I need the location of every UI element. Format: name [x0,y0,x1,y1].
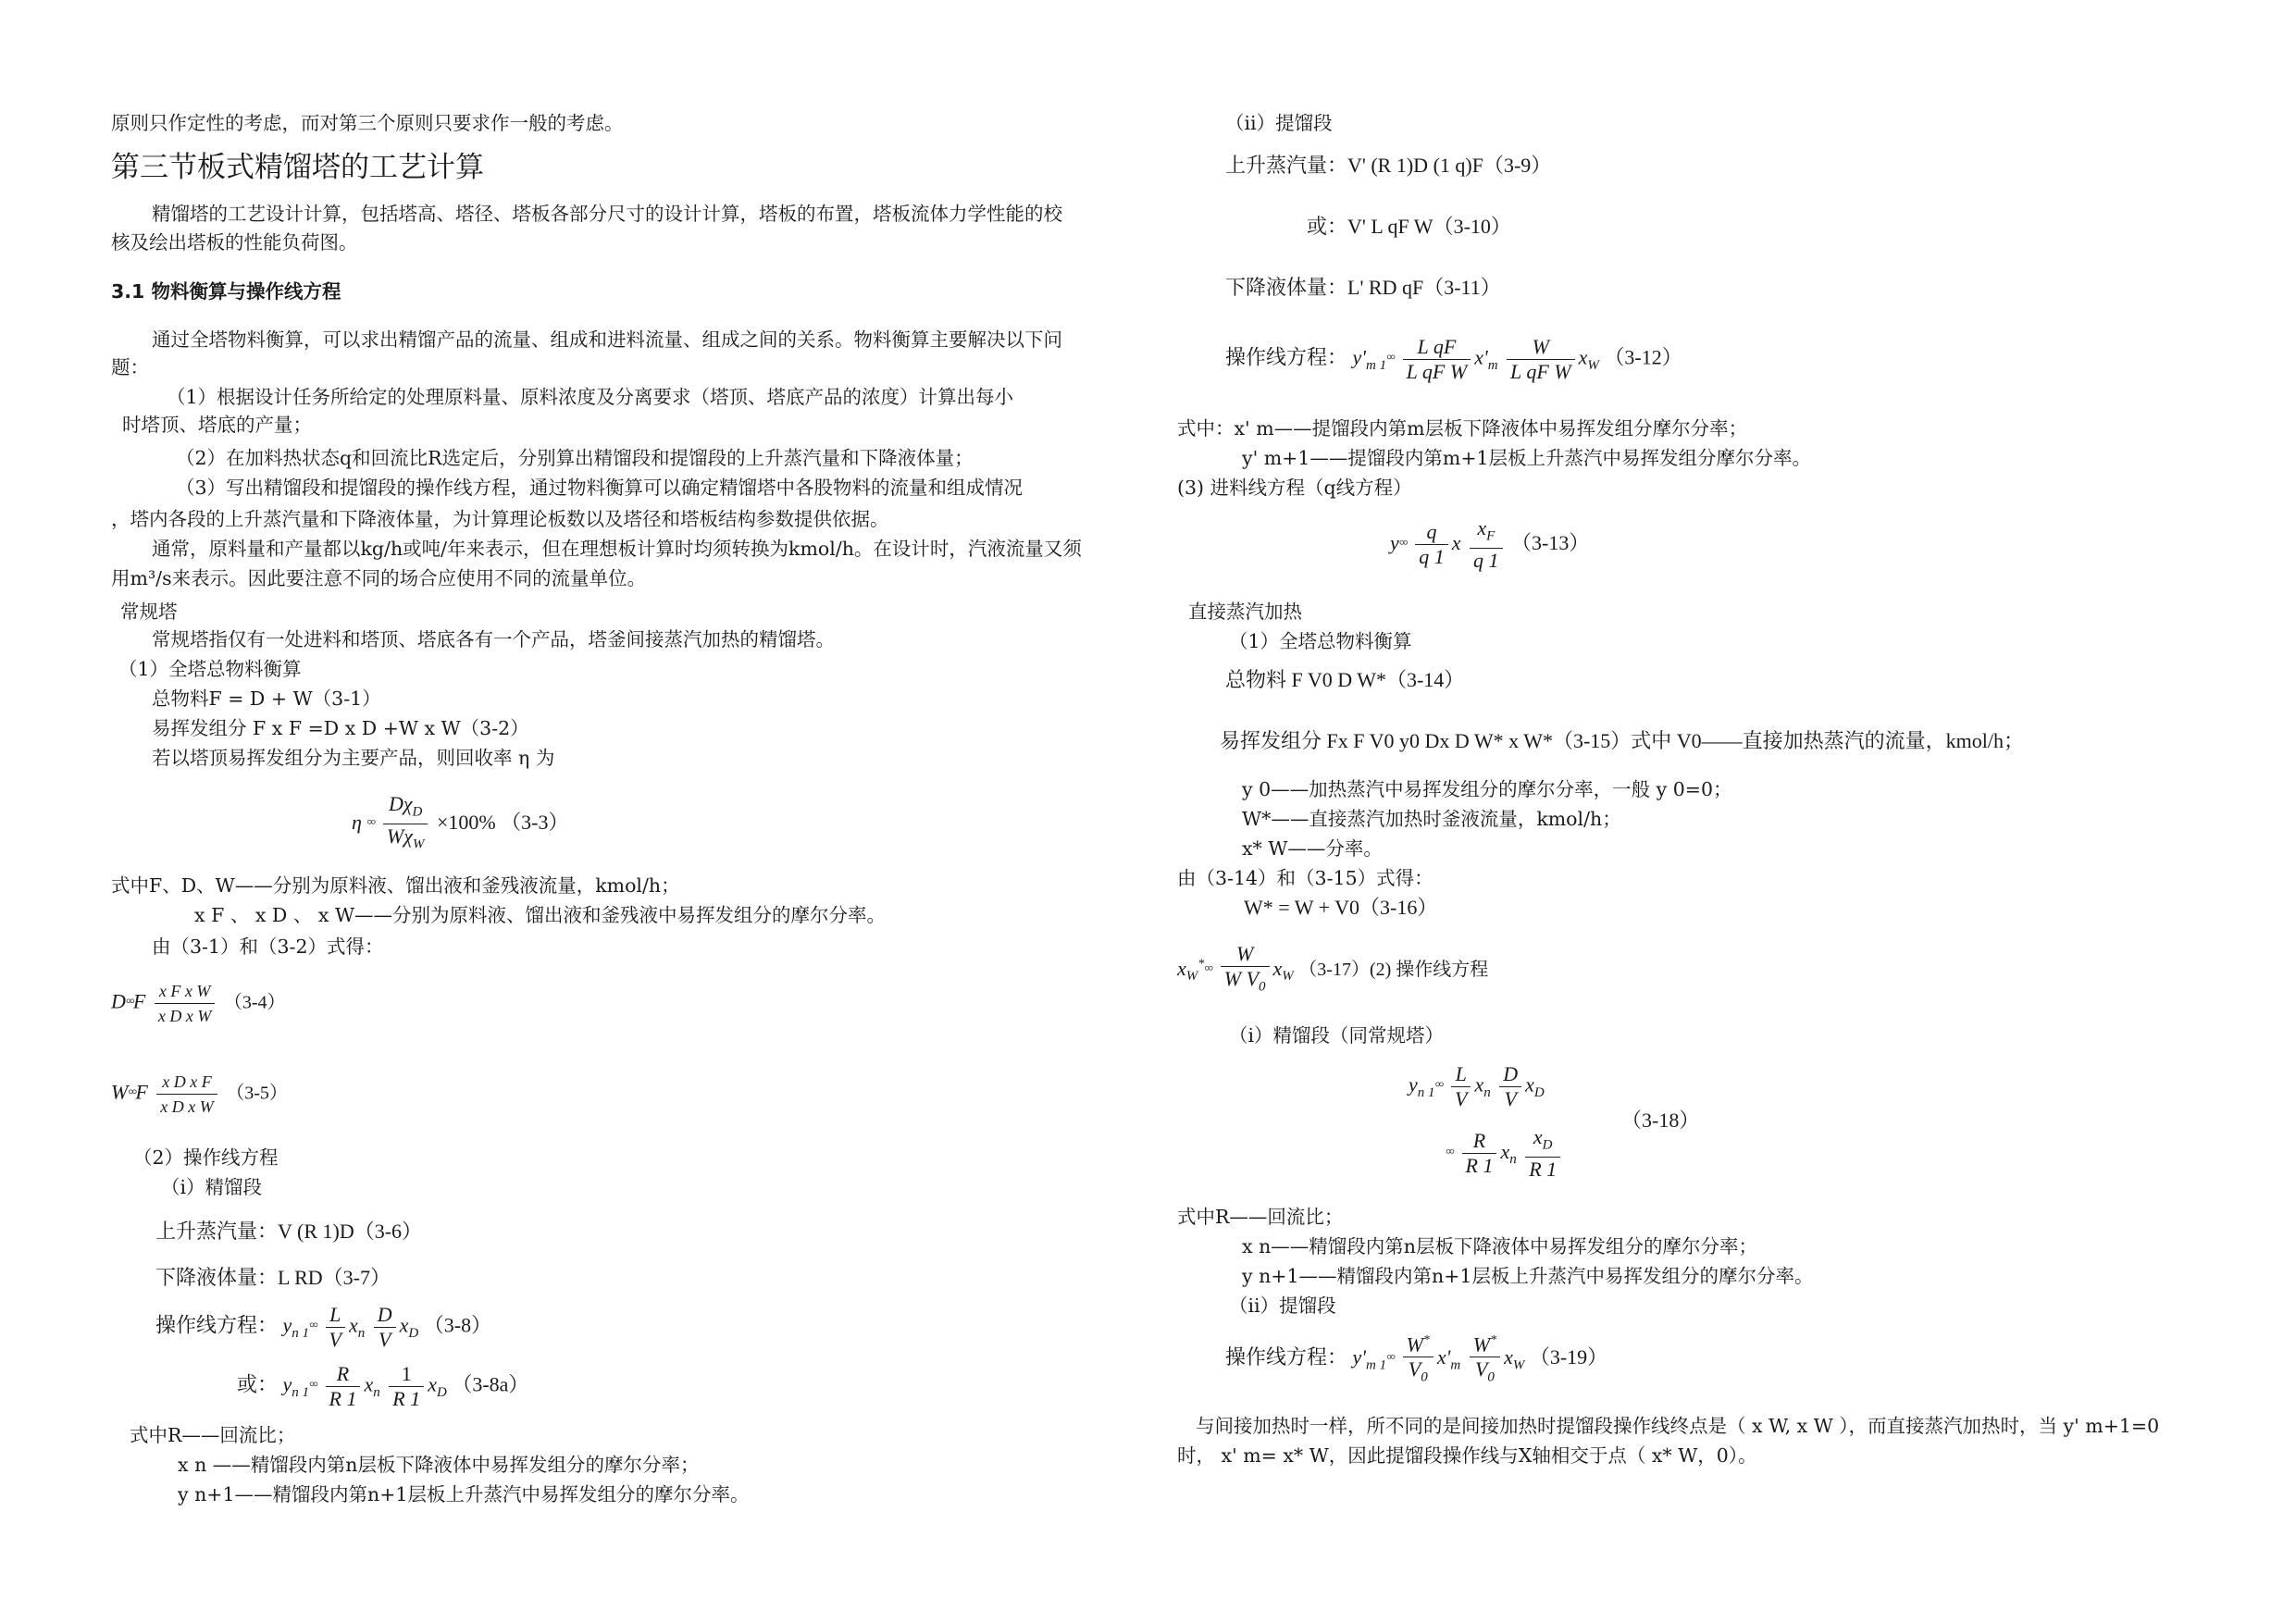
equation-3-17: $x_W^*^\circ^\circ$ $\frac{W}{W V_0}$ $x_W$ （3-17）(2) 操作线方程 [1177,942,1489,995]
eq-3-5-denominator: x D x W [160,1097,214,1116]
where-xn-2: x n——精馏段内第n层板下降液体中易挥发组分的摩尔分率； [1242,1235,1757,1258]
where-xm: 式中：x' m——提馏段内第m层板下降液体中易挥发组分摩尔分率； [1177,417,1748,440]
section-title: 第三节板式精馏塔的工艺计算 [111,151,484,184]
where-y0: y 0——加热蒸汽中易挥发组分的摩尔分率，一般 y 0=0； [1242,778,1732,800]
direct-steam-heading: 直接蒸汽加热 [1188,601,1302,623]
equation-3-9: 上升蒸汽量：V' (R 1)D (1 q)F（3-9） [1225,154,1552,177]
closing-para-1: 与间接加热时一样，所不同的是间接加热时提馏段操作线终点是（ x W, x W ），而直接蒸汽加热时，当 y' m+1=0 [1196,1415,2160,1437]
equation-3-1: 总物料F = D + W（3-1） [152,688,381,710]
recovery-text: 若以塔顶易挥发组分为主要产品，则回收率 η 为 [152,747,555,769]
derivation-text: 由（3-1）和（3-2）式得： [152,935,384,958]
list-item-2: （2）在加料热状态q和回流比R选定后，分别算出精馏段和提馏段的上升蒸汽量和下降液体量； [176,447,974,469]
eq-3-5-lhs: W [111,1080,129,1104]
para-2a: 通常，原料量和产量都以kg/h或吨/年来表示，但在理想板计算时均须转换为kmol/h。在设计时，汽液流量又须 [152,538,1082,560]
list-item-3a: （3）写出精馏段和提馏段的操作线方程，通过物料衡算可以确定精馏塔中各股物料的流量和组成情况 [176,477,1024,499]
eq-3-13-number: （3-13） [1511,530,1590,554]
step-1-heading: （1）全塔总物料衡算 [118,658,302,680]
where-xstar: x* W——分率。 [1242,837,1383,860]
equation-3-18: $y_{n 1}^\circ^\circ$ $\frac{L}{V}$ $x_n$ $\frac{D}{V}$ $x_D$ [1409,1062,1545,1110]
equation-3-15: 易挥发组分 Fx F V0 y0 Dx D W* x W*（3-15）式中 V0——直接加热蒸汽的流量，kmol/h； [1220,729,2025,752]
equation-3-12: 操作线方程： $y'_{m 1}^\circ^\circ$ $\frac{\text{L qF}}{\text{L qF W}}$ $x'_m$ $\frac{W}{\text{L qF W}}$ $x_W$ （3-12） [1225,335,1682,383]
where-xn: x n ——精馏段内第n层板下降液体中易挥发组分的摩尔分率； [178,1454,700,1476]
equation-3-3: η °° $\frac{D\chi_D}{W\chi_W}$ ×100% （3-3） [352,792,569,852]
intro-line-2: 核及绘出塔板的性能负荷图。 [111,231,358,254]
para-2b: 用m³/s来表示。因此要注意不同的场合应使用不同的流量单位。 [111,567,647,589]
equation-3-2: 易挥发组分 F x F =D x D +W x W（3-2） [152,717,529,739]
eq-3-3-denominator: Wχ [386,824,413,849]
list-item-1b: 时塔顶、塔底的产量； [122,414,312,436]
equation-3-6: 上升蒸汽量：V (R 1)D（3-6） [155,1220,423,1243]
eq-3-19-label: 操作线方程： [1225,1344,1348,1369]
where-reflux-2: 式中R——回流比； [1177,1206,1344,1228]
derivation-text-2: 由（3-14）和（3-15）式得： [1177,867,1433,889]
where-ym: y' m+1——提馏段内第m+1层板上升蒸汽中易挥发组分摩尔分率。 [1242,447,1812,469]
eq-3-4-f: F [132,989,146,1013]
eq-3-5-f: F [135,1080,148,1104]
where-flows: 式中F、D、W——分别为原料液、馏出液和釜残液流量，kmol/h； [111,874,680,897]
equation-3-19: 操作线方程： $y'_{m 1}^\circ^\circ$ $\frac{W^*}{V_0}$ $x'_m$ $\frac{W^*}{V_0}$ $x_W$ （3-19） [1225,1329,1607,1390]
intro-line-1: 精馏塔的工艺设计计算，包括塔高、塔径、塔板各部分尺寸的设计计算，塔板的布置，塔板流体力学性能的校 [152,203,1062,225]
conventional-description: 常规塔指仅有一处进料和塔顶、塔底各有一个产品，塔釜间接蒸汽加热的精馏塔。 [152,628,835,650]
direct-stripping-heading: （ⅱ）提馏段 [1229,1295,1336,1317]
equation-3-5: W°°F $\frac{\text{x D x F}}{\text{x D x W}}$ （3-5） [111,1070,288,1119]
list-item-3b: ，塔内各段的上升蒸汽量和下降液体量，为计算理论板数以及塔径和塔板结构参数提供依据。 [111,508,889,530]
equation-3-18-alt: °° $\frac{R}{R 1}$ $x_n$ $\frac{x_D}{R 1}$ [1446,1125,1564,1182]
list-item-1a: （1）根据设计任务所给定的处理原料量、原料浓度及分离要求（塔顶、塔底产品的浓度）计算出每小 [167,386,1014,408]
carryover-line: 原则只作定性的考虑，而对第三个原则只要求作一般的考虑。 [111,112,624,134]
eq-3-3-lhs: η [352,810,362,834]
equation-3-13: y°° $\frac{q}{q 1}$ x $\frac{x_F}{q 1}$ （3-13） [1390,516,1590,573]
eq-3-4-lhs: D [111,989,126,1013]
feed-line-heading: (3) 进料线方程（q线方程） [1177,477,1412,499]
eq-3-4-denominator: x D x W [157,1007,212,1025]
para-1a: 通过全塔物料衡算，可以求出精馏产品的流量、组成和进料流量、组成之间的关系。物料衡算主要解决以下问 [152,328,1062,351]
eq-3-4-numerator: x F x W [155,979,215,1004]
stripping-heading: （ⅱ）提馏段 [1225,112,1333,134]
eq-3-3-number: （3-3） [501,810,569,834]
eq-3-8-label: 操作线方程： [155,1313,279,1337]
eq-3-18-number: （3-18） [1621,1109,1700,1132]
equation-3-16: W* = W + V0（3-16） [1244,896,1438,919]
eq-3-5-number: （3-5） [226,1083,288,1104]
eq-3-4-number: （3-4） [223,992,286,1013]
eq-3-8-number: （3-8） [423,1313,492,1337]
conventional-column-heading: 常规塔 [120,601,178,623]
subsection-3-1-heading: 3.1 物料衡算与操作线方程 [111,280,341,303]
rectifying-heading: （ⅰ）精馏段 [161,1176,263,1198]
where-fractions: x F 、 x D 、 x W——分别为原料液、馏出液和釜残液中易挥发组分的摩尔分率。 [194,904,887,926]
equation-3-11: 下降液体量：L' RD qF（3-11） [1225,276,1501,299]
equation-3-4: D°°F $\frac{\text{x F x W}}{\text{x D x W}}$ （3-4） [111,979,286,1028]
where-reflux: 式中R——回流比； [130,1424,296,1446]
eq-3-3-tail: ×100% [436,810,496,834]
eq-3-12-number: （3-12） [1604,345,1682,369]
where-yn-2: y n+1——精馏段内第n+1层板上升蒸汽中易挥发组分的摩尔分率。 [1242,1265,1814,1287]
step-2-heading: （2）操作线方程 [133,1146,279,1169]
where-wstar: W*——直接蒸汽加热时釜液流量，kmol/h； [1242,808,1621,830]
equation-3-8: 操作线方程： $y_{n 1}^\circ^\circ$ $\frac{L}{V}$ $x_n$ $\frac{D}{V}$ $x_D$ （3-8） [155,1303,492,1351]
eq-3-17-tail: （3-17）(2) 操作线方程 [1298,959,1489,980]
closing-para-2: 时， x' m= x* W，因此提馏段操作线与X轴相交于点（ x* W，0）。 [1177,1444,1757,1467]
equation-3-14: 总物料 F V0 D W*（3-14） [1225,668,1465,691]
eq-3-12-label: 操作线方程： [1225,345,1348,369]
direct-rectifying-heading: （ⅰ）精馏段（同常规塔） [1229,1024,1445,1047]
eq-3-8a-label: 或： [237,1372,279,1396]
eq-3-3-numerator: Dχ [388,792,413,815]
para-1b: 题： [111,356,149,378]
direct-step-1: （1）全塔总物料衡算 [1229,630,1412,652]
equation-3-8a: 或： $y_{n 1}^\circ^\circ$ $\frac{R}{R 1}$ $x_n$ $\frac{1}{R 1}$ $x_D$ （3-8a） [237,1362,529,1410]
equation-3-10: 或：V' L qF W（3-10） [1307,215,1511,238]
eq-3-5-numerator: x D x F [156,1070,217,1095]
eq-3-8a-number: （3-8a） [452,1372,529,1396]
where-yn: y n+1——精馏段内第n+1层板上升蒸汽中易挥发组分的摩尔分率。 [178,1483,750,1505]
eq-3-19-number: （3-19） [1529,1344,1608,1369]
equation-3-7: 下降液体量：L RD（3-7） [155,1266,391,1289]
